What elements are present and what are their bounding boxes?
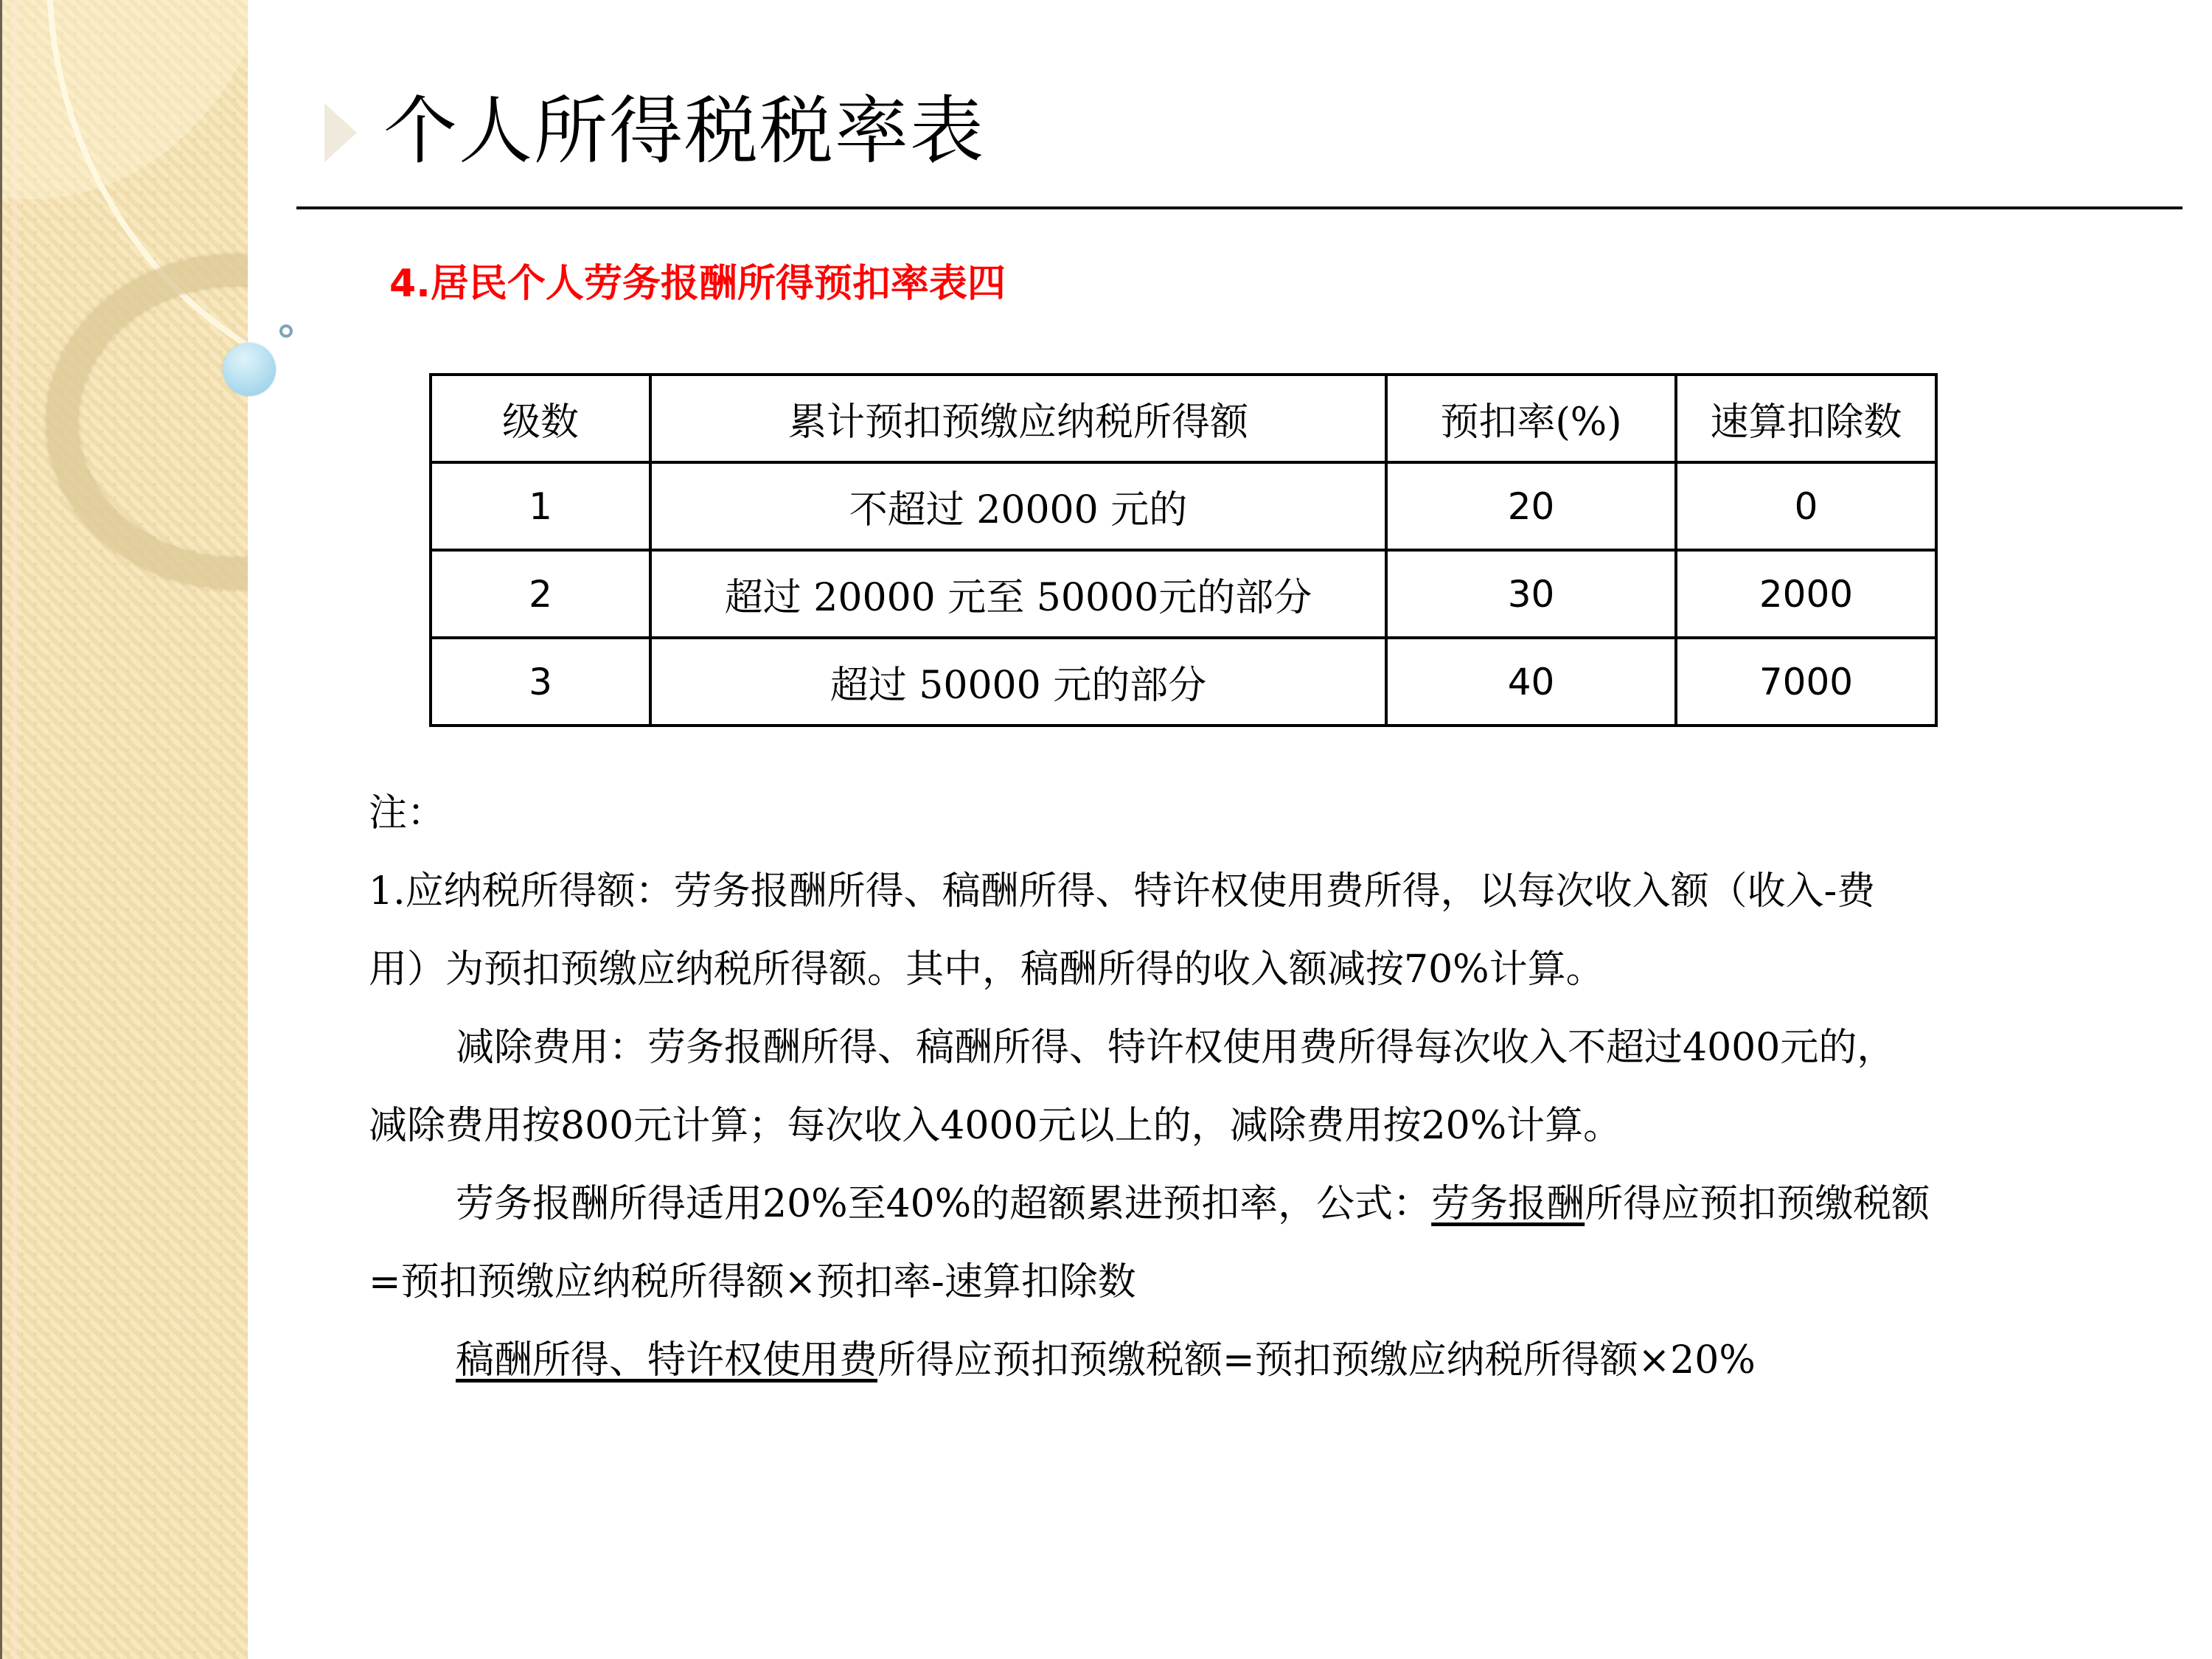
header-rate: 预扣率(%) (1386, 375, 1676, 462)
header-level: 级数 (431, 375, 650, 462)
title-divider (296, 206, 2183, 209)
cell-level: 2 (431, 550, 650, 638)
slide-subtitle: 4.居民个人劳务报酬所得预扣率表四 (389, 262, 1006, 306)
header-taxable-income: 累计预扣预缴应纳税所得额 (650, 375, 1386, 462)
header-quick-deduction: 速算扣除数 (1676, 375, 1936, 462)
note-line-3: 减除费用：劳务报酬所得、稿酬所得、特许权使用费所得每次收入不超过4000元的， (456, 1026, 1896, 1070)
table-row (431, 638, 1936, 726)
note-line-5-underlined: 劳务报酬 (1431, 1182, 1585, 1226)
tax-rate-table (429, 373, 1938, 727)
note-line-7-underlined: 稿酬所得、特许权使用费 (456, 1338, 878, 1382)
cell-range: 超过 20000 元至 50000元的部分 (650, 550, 1386, 638)
cell-rate: 40 (1386, 638, 1676, 726)
cell-range: 超过 50000 元的部分 (650, 638, 1386, 726)
notes-section (369, 774, 2138, 1399)
note-line-6: =预扣预缴应纳税所得额×预扣率-速算扣除数 (369, 1260, 1136, 1304)
note-line-4: 减除费用按800元计算；每次收入4000元以上的，减除费用按20%计算。 (369, 1104, 1622, 1148)
cell-rate: 20 (1386, 462, 1676, 550)
note-line-1: 1.应纳税所得额：劳务报酬所得、稿酬所得、特许权使用费所得，以每次收入额（收入-费 (369, 869, 1876, 914)
cell-rate: 30 (1386, 550, 1676, 638)
blue-bubble-icon (223, 343, 276, 396)
note-line-5-tail: 所得应预扣预缴税额 (1585, 1182, 1930, 1226)
cell-deduction: 0 (1676, 462, 1936, 550)
table-row (431, 462, 1936, 550)
cell-deduction: 7000 (1676, 638, 1936, 726)
title-arrow-icon (324, 103, 357, 162)
cell-deduction: 2000 (1676, 550, 1936, 638)
cell-range: 不超过 20000 元的 (650, 462, 1386, 550)
small-ring-icon (279, 324, 293, 338)
note-line-5-text: 劳务报酬所得适用20%至40%的超额累进预扣率，公式： (456, 1182, 1432, 1226)
slide-title: 个人所得税税率表 (383, 88, 985, 174)
note-line-7 (369, 1321, 2138, 1399)
table-row (431, 550, 1936, 638)
table-header-row (431, 375, 1936, 462)
note-line-7-tail: 所得应预扣预缴税额=预扣预缴应纳税所得额×20% (877, 1338, 1756, 1382)
cell-level: 3 (431, 638, 650, 726)
sidebar-stripe (13, 0, 17, 1659)
decorative-sidebar (0, 0, 248, 1659)
sidebar-ring (46, 254, 248, 589)
notes-heading: 注： (369, 791, 446, 835)
note-line-2: 用）为预扣预缴应纳税所得额。其中，稿酬所得的收入额减按70%计算。 (369, 947, 1604, 992)
cell-level: 1 (431, 462, 650, 550)
note-line-5 (369, 1165, 2138, 1243)
